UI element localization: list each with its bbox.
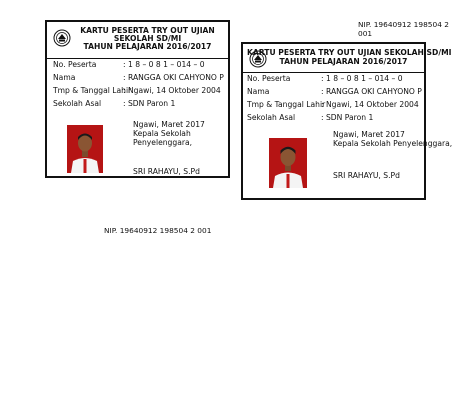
card-title-line1: KARTU PESERTA TRY OUT UJIAN SEKOLAH SD/MI (247, 48, 452, 57)
field-value: : Ngawi, 14 Oktober 2004 (123, 86, 221, 95)
card-title-line3: TAHUN PELAJARAN 2016/2017 (83, 42, 212, 51)
nip-text-bottom: NIP. 19640912 198504 2 001 (104, 226, 212, 235)
participant-photo (269, 138, 307, 188)
participant-card-2 (241, 42, 453, 200)
signer-name: SRI RAHAYU, S.Pd (333, 171, 400, 180)
signer-name: SRI RAHAYU, S.Pd (133, 167, 200, 176)
field-label: Nama (53, 73, 76, 82)
field-label: Nama (247, 87, 270, 96)
place-date: Ngawi, Maret 2017 (333, 130, 405, 139)
participant-photo (67, 125, 103, 173)
signer-title: Kepala Sekolah (133, 129, 191, 138)
field-value: : 1 8 – 0 8 1 – 014 – 0 (321, 74, 403, 83)
place-date: Ngawi, Maret 2017 (133, 120, 205, 129)
field-value: : SDN Paron 1 (321, 113, 374, 122)
nip-text-top-cont: 001 (358, 29, 373, 38)
card-header (47, 22, 228, 59)
school-logo-icon (53, 29, 71, 47)
card-header (243, 44, 452, 73)
card-title-line1: KARTU PESERTA TRY OUT UJIAN (80, 26, 215, 35)
field-value: : RANGGA OKI CAHYONO P (321, 87, 422, 96)
signer-title: Kepala Sekolah Penyelenggara, (333, 139, 453, 148)
card-title-line2: TAHUN PELAJARAN 2016/2017 (279, 57, 408, 66)
field-label: Tmp & Tanggal Lahir (53, 86, 132, 95)
field-label: Sekolah Asal (53, 99, 102, 108)
nip-text-top: NIP. 19640912 198504 2 (358, 20, 449, 29)
field-value: : 1 8 – 0 8 1 – 014 – 0 (123, 60, 205, 69)
field-value: : Ngawi, 14 Oktober 2004 (321, 100, 419, 109)
card-title-line2: SEKOLAH SD/MI (113, 34, 182, 43)
field-label: Sekolah Asal (247, 113, 296, 122)
field-label: No. Peserta (247, 74, 291, 83)
field-label: Tmp & Tanggal Lahir (247, 100, 326, 109)
field-label: No. Peserta (53, 60, 97, 69)
participant-card-1 (45, 20, 230, 178)
field-value: : SDN Paron 1 (123, 99, 176, 108)
field-value: : RANGGA OKI CAHYONO P (123, 73, 224, 82)
signer-title-cont: Penyelenggara, (133, 138, 193, 147)
